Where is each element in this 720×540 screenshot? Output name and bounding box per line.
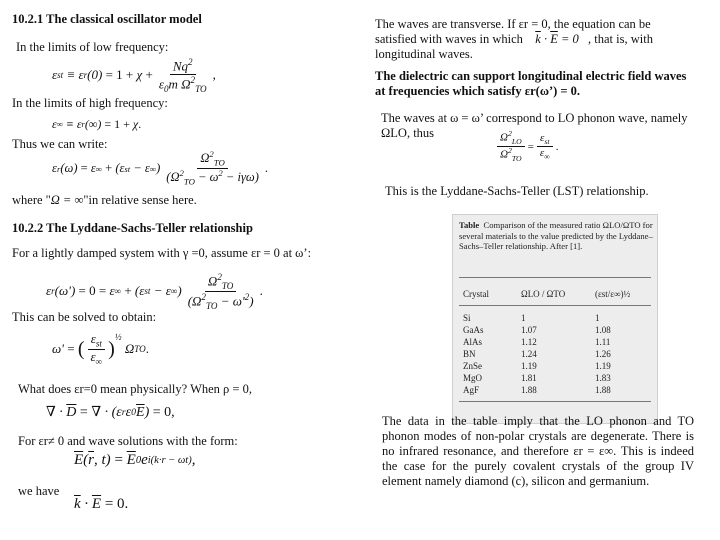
table-row: Si 1 1	[463, 313, 600, 323]
lst-zero-equation: ε r (ω') = 0 = ε ∞ + (ε st − ε ∞ ) $\frac{\Omega^2_{TO}}{(\Omega^2_{TO} - \omega'^2)}$ .	[46, 272, 263, 311]
low-frequency-label: In the limits of low frequency:	[16, 40, 169, 54]
section-heading-classical-oscillator: 10.2.1 The classical oscillator model	[12, 12, 202, 26]
longitudinal-field-statement: The dielectric can support longitudinal electric field waves at frequencies which satisfy εr(ω’) = 0.	[375, 69, 687, 98]
table-row: ZnSe 1.19 1.19	[463, 361, 611, 371]
omega-prime-solution-equation: ω' = ( $\frac{\varepsilon_{st}}{\varepsilon_\infty}$ ) $^{\frac{1}{2}}$ Ω TO .	[52, 331, 149, 367]
lightly-damped-text: For a lightly damped system with γ =0, assume εr = 0 at ω’:	[12, 246, 312, 260]
permittivity-equation: ε r (ω) = ε ∞ + (ε st − ε ∞ ) $\frac{\Omega^2_{TO}}{(\Omega^2_{TO} - \omega^2 - i\gamma\omega)}$ .	[52, 149, 268, 187]
section-heading-lst: 10.2.2 The Lyddane-Sachs-Teller relationship	[12, 221, 253, 235]
lst-relation-equation: $\frac{\Omega^2_{LO}}{\Omega^2_{TO}}$ = $\frac{\varepsilon_{st}}{\varepsilon_\infty}$ .	[494, 130, 558, 164]
table-row: AgF 1.88 1.88	[463, 385, 611, 395]
plane-wave-equation: $\overline{E}$ ( $\overline{r}$ , t) = $\overline{E}$ 0 e i(k·r − ωt) ,	[74, 452, 196, 468]
table-caption: Table Comparison of the measured ratio ΩLO/ΩTO for several materials to the value predicted by the Lyddane–Sachs–Teller relationship. After [1].	[459, 220, 653, 251]
table-row: MgO 1.81 1.83	[463, 373, 611, 383]
table-row: AlAs 1.12 1.11	[463, 337, 611, 347]
table-row: GaAs 1.07 1.08	[463, 325, 611, 335]
table-bottom-rule	[459, 401, 651, 402]
table-top-rule	[459, 277, 651, 278]
where-note: where "Ω = ∞"in relative sense here.	[12, 193, 197, 207]
conclusion-paragraph: The data in the table imply that the LO phonon and TO phonon modes of non-polar crystals are degenerate. There is no infrared resonance, and therefore εr = ε∞. This is indeed the case for the purely covalent crystals of the group IV element namely diamond (c), silicon and germanium.	[382, 414, 694, 488]
gauss-law-equation: ∇ · $\overline{D}$ = ∇ · (ε r ε 0 $\overline{E}$ ) = 0,	[46, 404, 175, 420]
thus-we-can-write-label: Thus we can write:	[12, 137, 108, 151]
physical-meaning-text: What does εr=0 mean physically? When ρ = 0,	[18, 382, 252, 396]
high-frequency-label: In the limits of high frequency:	[12, 96, 168, 110]
lo-phonon-text: The waves at ω = ω’ correspond to LO phonon wave, namely ΩLO, thus	[381, 111, 688, 140]
longitudinal-condition-equation: $\overline{k}$ · $\overline{E}$ = 0.	[74, 496, 129, 512]
omega-infinity-symbol: Ω = ∞	[50, 193, 84, 207]
k-dot-e-inline-equation: $\overline{k} \cdot \overline{E} = 0$	[535, 32, 579, 46]
high-frequency-equation: ε ∞ ≡ ε r (∞) = 1 + χ .	[52, 117, 142, 131]
low-frequency-equation: ε st ≡ ε r (0) = 1 + χ + $\frac{Nq^2}{\varepsilon_0m \Omega^2_{TO}}$ ,	[52, 57, 216, 94]
transverse-waves-text: The waves are transverse. If εr = 0, the equation can be satisfied with waves in which $\overline{k} \cdot \overline{E} = 0$ , that is, with longitudinal waves.	[375, 17, 653, 61]
table-row: BN 1.24 1.26	[463, 349, 611, 359]
table-header-row: Crystal ΩLO / ΩTO (εst/ε∞)½	[463, 289, 631, 299]
wave-solutions-text: For εr≠ 0 and wave solutions with the form:	[18, 434, 238, 448]
we-have-label: we have	[18, 484, 60, 498]
table-header-rule	[459, 305, 651, 306]
lst-relationship-text: This is the Lyddane-Sachs-Teller (LST) relationship.	[385, 184, 649, 198]
lst-comparison-table	[452, 214, 658, 424]
solved-label: This can be solved to obtain:	[12, 310, 157, 324]
